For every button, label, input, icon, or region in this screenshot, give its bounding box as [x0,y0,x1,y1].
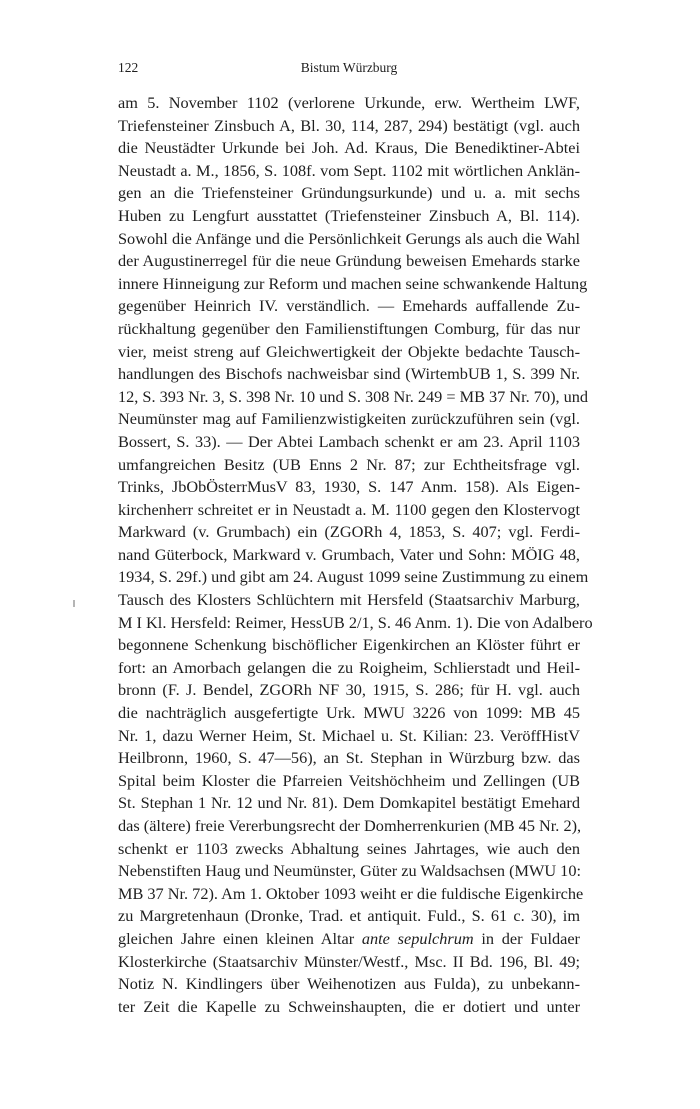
text-line: Heilbronn, 1960, S. 47—56), an St. Stephan in Würzburg bzw. das [118,748,580,768]
margin-mark [73,600,75,607]
text-line: am 5. November 1102 (verlorene Urkunde, erw. Wertheim LWF, [118,93,580,112]
text-line: gen an die Triefensteiner Gründungsurkunde) und u. a. mit sechs [118,183,580,203]
text-line: Notiz N. Kindlingers über Weihenotizen aus Fulda), zu unbekann- [118,974,580,994]
italic-phrase: ante sepulchrum [361,928,474,948]
text-line: Tausch des Klosters Schlüchtern mit Hersfeld (Staatsarchiv Marburg, [118,590,580,610]
text-line: gleichen Jahre einen kleinen Altar ante sepulchrum in der Fuldaer [118,928,580,948]
text-line: der Augustinerregel für die neue Gründung beweisen Emehards starke [118,251,580,271]
text-line: vier, meist streng auf Gleichwertigkeit der Objekte bedachte Tausch- [118,341,580,361]
text-line: Neustadt a. M., 1856, S. 108f. vom Sept. 1102 mit wörtlichen Anklän- [118,160,580,180]
text-line: kirchenherr schreitet er in Neustadt a. M. 1100 gegen den Klostervogt [118,499,580,519]
text-line: Triefensteiner Zinsbuch A, Bl. 30, 114, 287, 294) bestätigt (vgl. auch [118,115,580,135]
text-line: handlungen des Bischofs nachweisbar sind (WirtembUB 1, S. 399 Nr. [118,364,580,384]
text-line: innere Hinneigung zur Reform und machen seine schwankende Haltung [118,273,588,293]
text-line: schenkt er 1103 zwecks Abhaltung seines Jahrtages, wie auch den [118,838,580,858]
text-line: 12, S. 393 Nr. 3, S. 398 Nr. 10 und S. 308 Nr. 249 = MB 37 Nr. 70), und [118,386,589,406]
text-line: M I Kl. Hersfeld: Reimer, HessUB 2/1, S. 46 Anm. 1). Die von Adalbero [118,612,593,632]
text-line: 1934, S. 29f.) und gibt am 24. August 1099 seine Zustimmung zu einem [118,567,589,587]
text-line: nand Güterbock, Markward v. Grumbach, Vater und Sohn: MÖIG 48, [118,544,580,564]
text-line: Nr. 1, dazu Werner Heim, St. Michael u. St. Kilian: 23. VeröffHistV [118,725,580,745]
text-line: Neumünster mag auf Familienzwistigkeiten zurückzuführen sein (vgl. [118,409,580,429]
text-line: Nebenstiften Haug und Neumünster, Güter zu Waldsachsen (MWU 10: [118,861,581,881]
text-line: bronn (F. J. Bendel, ZGORh NF 30, 1915, S. 286; für H. vgl. auch [118,680,580,700]
text-line: MB 37 Nr. 72). Am 1. Oktober 1093 weiht er die fuldische Eigenkirche [118,883,584,903]
text-line: rückhaltung gegenüber den Familienstiftungen Comburg, für das nur [118,318,580,338]
page-number: 122 [118,60,139,75]
running-title: Bistum Würzburg [300,60,398,75]
text-line: Trinks, JbObÖsterrMusV 83, 1930, S. 147 Anm. 158). Als Eigen- [118,477,580,497]
text-line: Klosterkirche (Staatsarchiv Münster/Westf., Msc. II Bd. 196, Bl. 49; [118,951,580,971]
text-line: umfangreichen Besitz (UB Enns 2 Nr. 87; zur Echtheitsfrage vgl. [118,454,580,474]
text-line: die nachträglich ausgefertigte Urk. MWU 3226 von 1099: MB 45 [118,703,580,723]
text-line: fort: an Amorbach gelangen die zu Roigheim, Schlierstadt und Heil- [118,657,580,677]
text-line: Huben zu Lengfurt ausstattet (Triefensteiner Zinsbuch A, Bl. 114). [118,205,580,225]
text-line: Spital beim Kloster die Pfarreien Veitshöchheim und Zellingen (UB [118,770,580,790]
text-line: Bossert, S. 33). — Der Abtei Lambach schenkt er am 23. April 1103 [118,431,580,451]
text-line: begonnene Schenkung bischöflicher Eigenkirchen an Klöster führt er [118,635,580,655]
running-head [118,60,580,82]
text-line: Sowohl die Anfänge und die Persönlichkeit Gerungs als auch die Wahl [118,228,580,248]
text-line: gegenüber Heinrich IV. verständlich. — Emehards auffallende Zu- [118,296,580,316]
text-line: zu Margretenhaun (Dronke, Trad. et antiquit. Fuld., S. 61 c. 30), im [118,906,580,926]
text-line: die Neustädter Urkunde bei Joh. Ad. Kraus, Die Benediktiner-Abtei [118,138,580,158]
text-line: das (ältere) freie Vererbungsrecht der Domherrenkurien (MB 45 Nr. 2), [118,816,582,835]
text-line: Markward (v. Grumbach) ein (ZGORh 4, 1853, S. 407; vgl. Ferdi- [118,522,580,542]
text-line: St. Stephan 1 Nr. 12 und Nr. 81). Dem Domkapitel bestätigt Emehard [118,793,580,813]
body-text [118,92,593,1018]
text-line: ter Zeit die Kapelle zu Schweinshaupten, die er dotiert und unter [118,996,580,1016]
